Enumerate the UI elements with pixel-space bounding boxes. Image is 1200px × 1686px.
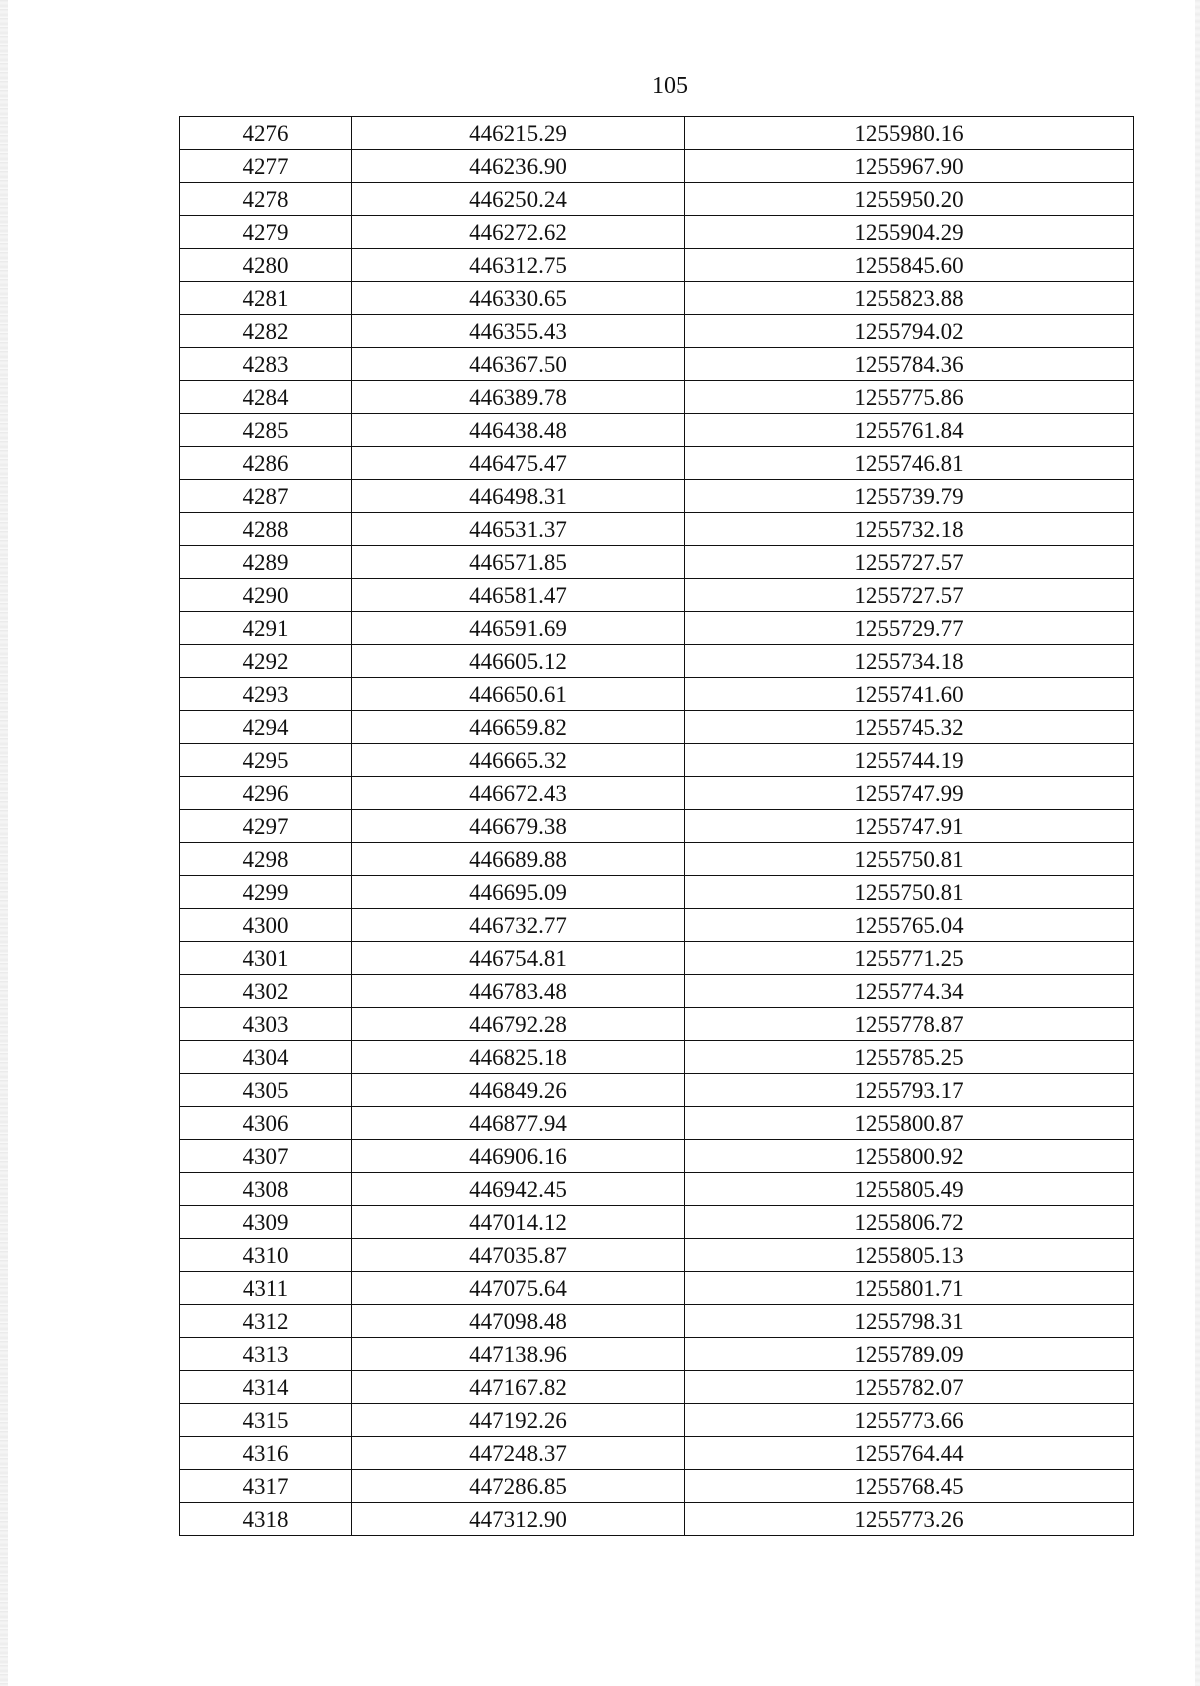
y-coordinate-cell: 1255794.02: [685, 315, 1134, 348]
point-id-cell: 4314: [180, 1371, 352, 1404]
x-coordinate-cell: 446581.47: [352, 579, 685, 612]
y-coordinate-cell: 1255773.26: [685, 1503, 1134, 1536]
point-id-cell: 4282: [180, 315, 352, 348]
x-coordinate-cell: 446732.77: [352, 909, 685, 942]
table-row: [180, 810, 1134, 843]
table-row: [180, 480, 1134, 513]
x-coordinate-cell: 446272.62: [352, 216, 685, 249]
point-id-cell: 4308: [180, 1173, 352, 1206]
point-id-cell: 4293: [180, 678, 352, 711]
table-row: [180, 249, 1134, 282]
y-coordinate-cell: 1255980.16: [685, 117, 1134, 150]
y-coordinate-cell: 1255768.45: [685, 1470, 1134, 1503]
y-coordinate-cell: 1255845.60: [685, 249, 1134, 282]
x-coordinate-cell: 446650.61: [352, 678, 685, 711]
point-id-cell: 4316: [180, 1437, 352, 1470]
point-id-cell: 4311: [180, 1272, 352, 1305]
y-coordinate-cell: 1255967.90: [685, 150, 1134, 183]
table-row: [180, 150, 1134, 183]
y-coordinate-cell: 1255750.81: [685, 843, 1134, 876]
scan-edge-left: [0, 0, 8, 1686]
table-row: [180, 216, 1134, 249]
point-id-cell: 4299: [180, 876, 352, 909]
table-row: [180, 1404, 1134, 1437]
scan-edge-right: [1195, 0, 1200, 1686]
table-row: [180, 1371, 1134, 1404]
y-coordinate-cell: 1255774.34: [685, 975, 1134, 1008]
x-coordinate-cell: 446877.94: [352, 1107, 685, 1140]
x-coordinate-cell: 446355.43: [352, 315, 685, 348]
y-coordinate-cell: 1255800.92: [685, 1140, 1134, 1173]
point-id-cell: 4283: [180, 348, 352, 381]
table-row: [180, 1437, 1134, 1470]
table-row: [180, 612, 1134, 645]
y-coordinate-cell: 1255739.79: [685, 480, 1134, 513]
x-coordinate-cell: 446367.50: [352, 348, 685, 381]
x-coordinate-cell: 447286.85: [352, 1470, 685, 1503]
x-coordinate-cell: 446498.31: [352, 480, 685, 513]
x-coordinate-cell: 447248.37: [352, 1437, 685, 1470]
point-id-cell: 4313: [180, 1338, 352, 1371]
y-coordinate-cell: 1255765.04: [685, 909, 1134, 942]
x-coordinate-cell: 446672.43: [352, 777, 685, 810]
point-id-cell: 4286: [180, 447, 352, 480]
x-coordinate-cell: 446591.69: [352, 612, 685, 645]
table-row: [180, 1305, 1134, 1338]
point-id-cell: 4289: [180, 546, 352, 579]
point-id-cell: 4280: [180, 249, 352, 282]
x-coordinate-cell: 447192.26: [352, 1404, 685, 1437]
point-id-cell: 4315: [180, 1404, 352, 1437]
x-coordinate-cell: 446236.90: [352, 150, 685, 183]
y-coordinate-cell: 1255793.17: [685, 1074, 1134, 1107]
point-id-cell: 4306: [180, 1107, 352, 1140]
point-id-cell: 4310: [180, 1239, 352, 1272]
y-coordinate-cell: 1255741.60: [685, 678, 1134, 711]
point-id-cell: 4318: [180, 1503, 352, 1536]
table-row: [180, 117, 1134, 150]
page-number: 105: [652, 73, 688, 99]
x-coordinate-cell: 447098.48: [352, 1305, 685, 1338]
point-id-cell: 4276: [180, 117, 352, 150]
point-id-cell: 4296: [180, 777, 352, 810]
table-row: [180, 1503, 1134, 1536]
table-row: [180, 942, 1134, 975]
x-coordinate-cell: 446906.16: [352, 1140, 685, 1173]
y-coordinate-cell: 1255773.66: [685, 1404, 1134, 1437]
x-coordinate-cell: 446438.48: [352, 414, 685, 447]
table-row: [180, 711, 1134, 744]
table-row: [180, 744, 1134, 777]
table-row: [180, 513, 1134, 546]
x-coordinate-cell: 446389.78: [352, 381, 685, 414]
point-id-cell: 4281: [180, 282, 352, 315]
table-row: [180, 282, 1134, 315]
x-coordinate-cell: 446792.28: [352, 1008, 685, 1041]
table-row: [180, 348, 1134, 381]
table-row: [180, 1008, 1134, 1041]
coordinate-table: [179, 116, 1134, 1536]
point-id-cell: 4290: [180, 579, 352, 612]
point-id-cell: 4279: [180, 216, 352, 249]
point-id-cell: 4292: [180, 645, 352, 678]
y-coordinate-cell: 1255746.81: [685, 447, 1134, 480]
x-coordinate-cell: 447138.96: [352, 1338, 685, 1371]
x-coordinate-cell: 447312.90: [352, 1503, 685, 1536]
table-row: [180, 1140, 1134, 1173]
x-coordinate-cell: 446571.85: [352, 546, 685, 579]
table-row: [180, 843, 1134, 876]
x-coordinate-cell: 446825.18: [352, 1041, 685, 1074]
x-coordinate-cell: 447075.64: [352, 1272, 685, 1305]
point-id-cell: 4295: [180, 744, 352, 777]
x-coordinate-cell: 446754.81: [352, 942, 685, 975]
y-coordinate-cell: 1255727.57: [685, 546, 1134, 579]
table-row: [180, 1470, 1134, 1503]
point-id-cell: 4297: [180, 810, 352, 843]
table-row: [180, 183, 1134, 216]
point-id-cell: 4312: [180, 1305, 352, 1338]
y-coordinate-cell: 1255782.07: [685, 1371, 1134, 1404]
table-row: [180, 447, 1134, 480]
table-row: [180, 1206, 1134, 1239]
y-coordinate-cell: 1255750.81: [685, 876, 1134, 909]
point-id-cell: 4309: [180, 1206, 352, 1239]
point-id-cell: 4301: [180, 942, 352, 975]
y-coordinate-cell: 1255789.09: [685, 1338, 1134, 1371]
point-id-cell: 4307: [180, 1140, 352, 1173]
table-row: [180, 381, 1134, 414]
table-row: [180, 1173, 1134, 1206]
y-coordinate-cell: 1255950.20: [685, 183, 1134, 216]
table-row: [180, 678, 1134, 711]
y-coordinate-cell: 1255778.87: [685, 1008, 1134, 1041]
point-id-cell: 4304: [180, 1041, 352, 1074]
point-id-cell: 4277: [180, 150, 352, 183]
table-row: [180, 909, 1134, 942]
x-coordinate-cell: 446679.38: [352, 810, 685, 843]
x-coordinate-cell: 446330.65: [352, 282, 685, 315]
point-id-cell: 4300: [180, 909, 352, 942]
x-coordinate-cell: 446531.37: [352, 513, 685, 546]
x-coordinate-cell: 446475.47: [352, 447, 685, 480]
x-coordinate-cell: 447035.87: [352, 1239, 685, 1272]
x-coordinate-cell: 446250.24: [352, 183, 685, 216]
y-coordinate-cell: 1255771.25: [685, 942, 1134, 975]
y-coordinate-cell: 1255784.36: [685, 348, 1134, 381]
x-coordinate-cell: 446605.12: [352, 645, 685, 678]
table-row: [180, 1338, 1134, 1371]
table-row: [180, 546, 1134, 579]
point-id-cell: 4317: [180, 1470, 352, 1503]
table-row: [180, 315, 1134, 348]
point-id-cell: 4303: [180, 1008, 352, 1041]
table-row: [180, 975, 1134, 1008]
x-coordinate-cell: 446942.45: [352, 1173, 685, 1206]
y-coordinate-cell: 1255904.29: [685, 216, 1134, 249]
y-coordinate-cell: 1255805.13: [685, 1239, 1134, 1272]
point-id-cell: 4294: [180, 711, 352, 744]
y-coordinate-cell: 1255800.87: [685, 1107, 1134, 1140]
table-row: [180, 777, 1134, 810]
table-row: [180, 645, 1134, 678]
y-coordinate-cell: 1255727.57: [685, 579, 1134, 612]
y-coordinate-cell: 1255744.19: [685, 744, 1134, 777]
x-coordinate-cell: 446665.32: [352, 744, 685, 777]
y-coordinate-cell: 1255775.86: [685, 381, 1134, 414]
coordinate-table-body: [180, 117, 1134, 1536]
table-row: [180, 1272, 1134, 1305]
x-coordinate-cell: 447014.12: [352, 1206, 685, 1239]
point-id-cell: 4288: [180, 513, 352, 546]
table-row: [180, 579, 1134, 612]
table-row: [180, 1041, 1134, 1074]
point-id-cell: 4278: [180, 183, 352, 216]
x-coordinate-cell: 446695.09: [352, 876, 685, 909]
point-id-cell: 4291: [180, 612, 352, 645]
x-coordinate-cell: 447167.82: [352, 1371, 685, 1404]
x-coordinate-cell: 446659.82: [352, 711, 685, 744]
y-coordinate-cell: 1255764.44: [685, 1437, 1134, 1470]
y-coordinate-cell: 1255785.25: [685, 1041, 1134, 1074]
point-id-cell: 4298: [180, 843, 352, 876]
y-coordinate-cell: 1255823.88: [685, 282, 1134, 315]
x-coordinate-cell: 446215.29: [352, 117, 685, 150]
y-coordinate-cell: 1255798.31: [685, 1305, 1134, 1338]
table-row: [180, 414, 1134, 447]
y-coordinate-cell: 1255761.84: [685, 414, 1134, 447]
y-coordinate-cell: 1255806.72: [685, 1206, 1134, 1239]
x-coordinate-cell: 446312.75: [352, 249, 685, 282]
point-id-cell: 4285: [180, 414, 352, 447]
x-coordinate-cell: 446783.48: [352, 975, 685, 1008]
y-coordinate-cell: 1255747.91: [685, 810, 1134, 843]
y-coordinate-cell: 1255734.18: [685, 645, 1134, 678]
point-id-cell: 4305: [180, 1074, 352, 1107]
table-row: [180, 876, 1134, 909]
y-coordinate-cell: 1255747.99: [685, 777, 1134, 810]
x-coordinate-cell: 446849.26: [352, 1074, 685, 1107]
table-row: [180, 1107, 1134, 1140]
y-coordinate-cell: 1255745.32: [685, 711, 1134, 744]
table-row: [180, 1239, 1134, 1272]
point-id-cell: 4302: [180, 975, 352, 1008]
table-row: [180, 1074, 1134, 1107]
y-coordinate-cell: 1255805.49: [685, 1173, 1134, 1206]
y-coordinate-cell: 1255801.71: [685, 1272, 1134, 1305]
point-id-cell: 4284: [180, 381, 352, 414]
point-id-cell: 4287: [180, 480, 352, 513]
y-coordinate-cell: 1255729.77: [685, 612, 1134, 645]
x-coordinate-cell: 446689.88: [352, 843, 685, 876]
y-coordinate-cell: 1255732.18: [685, 513, 1134, 546]
